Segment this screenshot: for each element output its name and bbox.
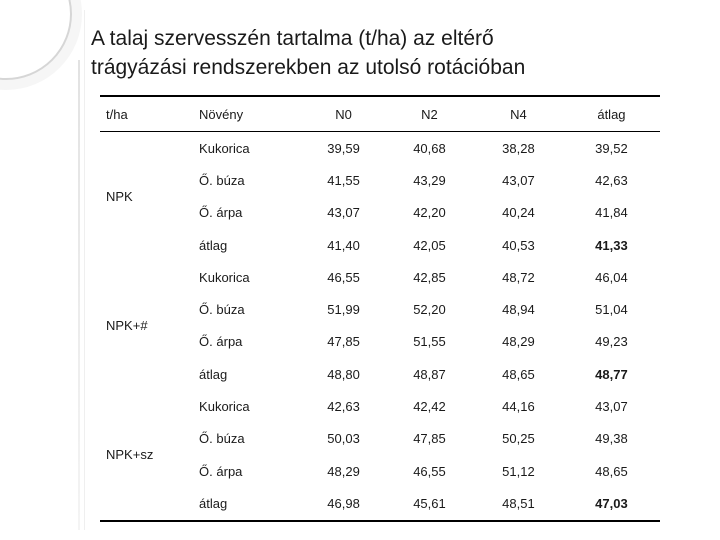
n0-cell: 41,55 [327,172,360,188]
title-line-2: trágyázási rendszerekben az utolsó rotációban [91,56,526,79]
table-header-row [100,96,660,132]
n2-cell: 40,68 [413,140,446,156]
header-n0: N0 [335,106,352,122]
n4-cell: 40,53 [502,237,535,253]
n0-cell: 48,80 [327,366,360,382]
n0-cell: 42,63 [327,399,360,415]
title-line-1: A talaj szervesszén tartalma (t/ha) az eltérő [91,27,494,50]
plant-cell: Ő. árpa [199,463,243,479]
average-cell: 43,07 [595,399,628,415]
n2-cell: 48,87 [413,366,446,382]
table-row [100,390,660,422]
n4-cell: 48,29 [502,334,535,350]
header-n2: N2 [421,106,438,122]
plant-cell: átlag [199,366,228,382]
plant-cell: Ő. árpa [199,334,243,350]
plant-cell: Ő. árpa [199,205,243,221]
plant-cell: Kukorica [199,140,250,156]
n0-cell: 50,03 [327,431,360,447]
average-cell: 47,03 [595,495,628,511]
table-row [100,132,660,165]
n4-cell: 44,16 [502,399,535,415]
n4-cell: 40,24 [502,205,535,221]
n0-cell: 46,98 [327,495,360,511]
n4-cell: 48,51 [502,495,535,511]
plant-cell: Kukorica [199,269,250,285]
average-cell: 42,63 [595,172,628,188]
plant-cell: Kukorica [199,399,250,415]
n0-cell: 46,55 [327,269,360,285]
n0-cell: 47,85 [327,334,360,350]
n4-cell: 43,07 [502,172,535,188]
n2-cell: 42,20 [413,205,446,221]
n0-cell: 43,07 [327,205,360,221]
n0-cell: 48,29 [327,463,360,479]
data-table [100,95,660,522]
header-average: átlag [597,106,626,122]
n4-cell: 48,65 [502,366,535,382]
average-cell: 48,65 [595,463,628,479]
average-cell: 49,38 [595,431,628,447]
n0-cell: 41,40 [327,237,360,253]
group-label: NPK+sz [106,447,154,463]
plant-cell: Ő. búza [199,302,245,318]
n4-cell: 38,28 [502,140,535,156]
average-cell: 41,84 [595,205,628,221]
n0-cell: 39,59 [327,140,360,156]
n2-cell: 45,61 [413,495,446,511]
n4-cell: 51,12 [502,463,535,479]
n4-cell: 48,94 [502,302,535,318]
n2-cell: 42,05 [413,237,446,253]
n2-cell: 52,20 [413,302,446,318]
average-cell: 48,77 [595,366,628,382]
n4-cell: 48,72 [502,269,535,285]
n2-cell: 47,85 [413,431,446,447]
header-n4: N4 [510,106,527,122]
group-label: NPK+# [106,318,148,334]
n2-cell: 42,42 [413,399,446,415]
average-cell: 51,04 [595,302,628,318]
slide-title [91,24,691,82]
average-cell: 49,23 [595,334,628,350]
average-cell: 46,04 [595,269,628,285]
group-label: NPK [106,189,133,205]
n2-cell: 43,29 [413,172,446,188]
n2-cell: 46,55 [413,463,446,479]
decorative-line [78,60,80,530]
n4-cell: 50,25 [502,431,535,447]
plant-cell: átlag [199,495,228,511]
plant-cell: átlag [199,237,228,253]
header-plant: Növény [199,106,244,122]
table-body [100,132,660,521]
average-cell: 39,52 [595,140,628,156]
average-cell: 41,33 [595,237,628,253]
n0-cell: 51,99 [327,302,360,318]
n2-cell: 42,85 [413,269,446,285]
plant-cell: Ő. búza [199,431,245,447]
table-row [100,261,660,293]
decorative-line-thin [84,10,85,530]
plant-cell: Ő. búza [199,172,245,188]
header-unit: t/ha [106,106,128,122]
decorative-circle [0,0,72,80]
n2-cell: 51,55 [413,334,446,350]
